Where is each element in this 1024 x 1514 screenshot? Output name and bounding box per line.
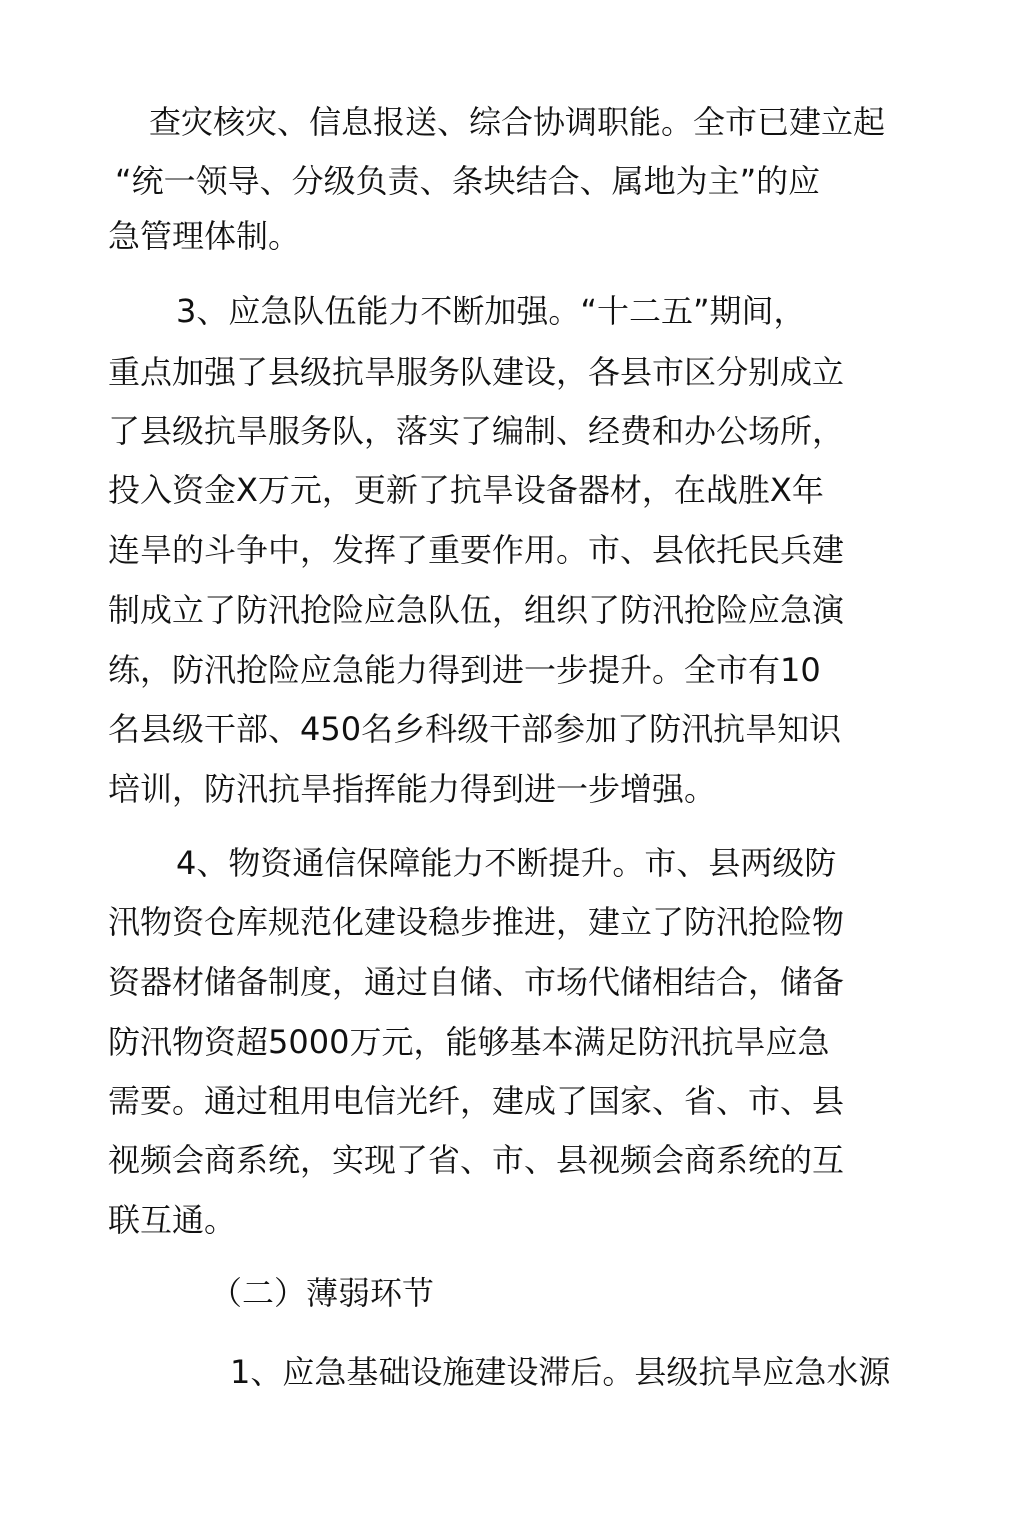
text-line-14: 汛物资仓库规范化建设稳步推进，建立了防汛抢险物 <box>108 903 845 941</box>
text-line-11: 名县级干部、450名乡科级干部参加了防汛抗旱知识 <box>108 710 842 748</box>
text-line-19: 联互通。 <box>108 1201 237 1239</box>
text-line-1: 查灾核灾、信息报送、综合协调职能。全市已建立起 <box>149 103 886 141</box>
text-line-15: 资器材储备制度，通过自储、市场代储相结合，储备 <box>108 963 845 1001</box>
text-line-6: 了县级抗旱服务队，落实了编制、经费和办公场所， <box>108 412 845 450</box>
text-line-13: 4、物资通信保障能力不断提升。市、县两级防 <box>176 844 837 882</box>
text-line-12: 培训，防汛抗旱指挥能力得到进一步增强。 <box>108 770 717 808</box>
section-heading: （二）薄弱环节 <box>210 1274 435 1312</box>
text-line-9: 制成立了防汛抢险应急队伍，组织了防汛抢险应急演 <box>108 591 845 629</box>
text-line-7: 投入资金X万元，更新了抗旱设备器材，在战胜X年 <box>108 471 824 509</box>
text-line-4: 3、应急队伍能力不断加强。“十二五”期间， <box>176 292 806 330</box>
text-line-2: “统一领导、分级负责、条块结合、属地为主”的应 <box>115 162 821 200</box>
text-line-17: 需要。通过租用电信光纤，建成了国家、省、市、县 <box>108 1082 845 1120</box>
text-line-10: 练，防汛抢险应急能力得到进一步提升。全市有10 <box>108 651 821 689</box>
text-line-18: 视频会商系统，实现了省、市、县视频会商系统的互 <box>108 1141 845 1179</box>
text-line-3: 急管理体制。 <box>108 217 301 255</box>
text-line-8: 连旱的斗争中，发挥了重要作用。市、县依托民兵建 <box>108 531 845 569</box>
text-line-21: 1、应急基础设施建设滞后。县级抗旱应急水源 <box>230 1353 891 1391</box>
text-line-5: 重点加强了县级抗旱服务队建设，各县市区分别成立 <box>108 353 845 391</box>
text-line-16: 防汛物资超5000万元，能够基本满足防汛抗旱应急 <box>108 1023 830 1061</box>
